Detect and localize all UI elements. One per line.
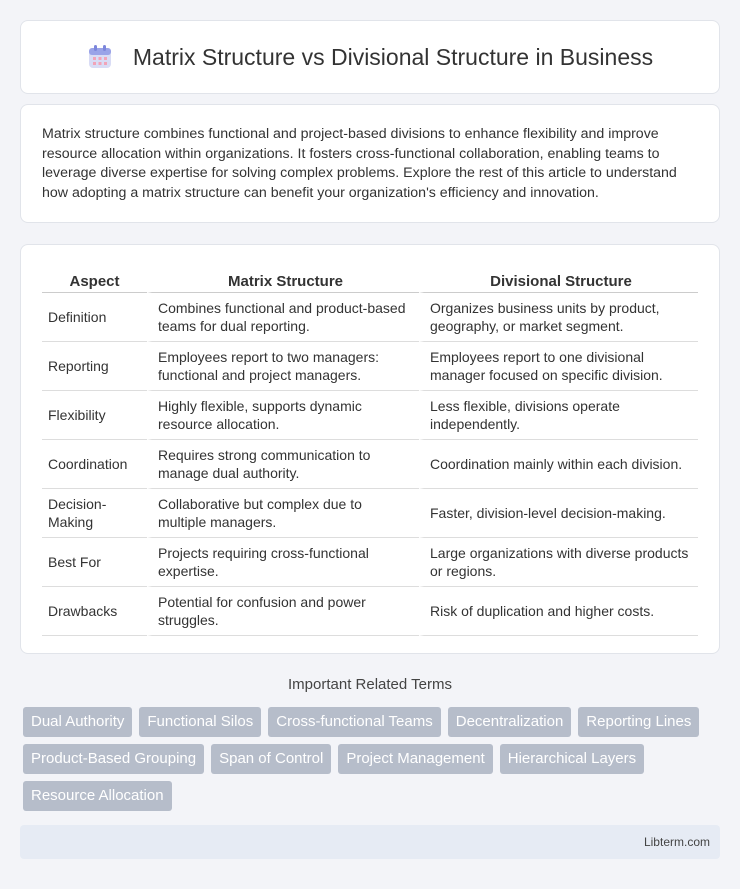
related-terms-list	[23, 707, 723, 818]
related-term-tag[interactable]: Span of Control	[211, 744, 331, 774]
aspect-cell: Flexibility	[42, 391, 147, 440]
calendar-icon	[87, 44, 113, 70]
divisional-cell: Risk of duplication and higher costs.	[419, 587, 698, 636]
intro-text: Matrix structure combines functional and project-based divisions to enhance flexibility and improve resource allocation within organizations. It fosters cross-functional collaboration, enabling teams to leverage diverse expertise for solving complex problems. Explore the rest of this article to understand how adopting a matrix structure can benefit your organization's efficiency and innovation.	[42, 126, 677, 201]
aspect-cell: Drawbacks	[42, 587, 147, 636]
table-row	[42, 293, 698, 342]
matrix-cell: Potential for confusion and power struggles.	[147, 587, 419, 636]
table-row	[42, 391, 698, 440]
table-row	[42, 538, 698, 587]
aspect-cell: Definition	[42, 293, 147, 342]
divisional-cell: Organizes business units by product, geography, or market segment.	[419, 293, 698, 342]
column-header-divisional: Divisional Structure	[419, 263, 698, 293]
aspect-cell: Best For	[42, 538, 147, 587]
related-term-tag[interactable]: Hierarchical Layers	[500, 744, 644, 774]
page-title: Matrix Structure vs Divisional Structure in Business	[132, 43, 654, 70]
table-row	[42, 587, 698, 636]
column-header-matrix: Matrix Structure	[147, 263, 419, 293]
related-term-tag[interactable]: Decentralization	[448, 707, 572, 737]
table-header-row	[42, 263, 698, 293]
related-term-tag[interactable]: Cross-functional Teams	[268, 707, 440, 737]
matrix-cell: Projects requiring cross-functional expertise.	[147, 538, 419, 587]
divisional-cell: Less flexible, divisions operate independently.	[419, 391, 698, 440]
related-term-tag[interactable]: Dual Authority	[23, 707, 132, 737]
matrix-cell: Collaborative but complex due to multiple managers.	[147, 489, 419, 538]
table-row	[42, 489, 698, 538]
related-term-tag[interactable]: Reporting Lines	[578, 707, 699, 737]
aspect-cell: Coordination	[42, 440, 147, 489]
related-term-tag[interactable]: Project Management	[338, 744, 492, 774]
intro-card	[20, 104, 720, 223]
footer-brand-link[interactable]: Libterm.com	[643, 835, 710, 849]
divisional-cell: Coordination mainly within each division.	[419, 440, 698, 489]
comparison-table	[42, 263, 698, 636]
related-terms-heading: Important Related Terms	[288, 676, 452, 693]
divisional-cell: Faster, division-level decision-making.	[419, 489, 698, 538]
column-header-aspect: Aspect	[42, 263, 147, 293]
comparison-table-card	[20, 244, 720, 654]
divisional-cell: Employees report to one divisional manager focused on specific division.	[419, 342, 698, 391]
aspect-cell: Decision-Making	[42, 489, 147, 538]
aspect-cell: Reporting	[42, 342, 147, 391]
table-row	[42, 440, 698, 489]
footer-bar	[20, 825, 720, 859]
matrix-cell: Combines functional and product-based teams for dual reporting.	[147, 293, 419, 342]
related-term-tag[interactable]: Resource Allocation	[23, 781, 172, 811]
related-term-tag[interactable]: Functional Silos	[139, 707, 261, 737]
matrix-cell: Employees report to two managers: functional and project managers.	[147, 342, 419, 391]
matrix-cell: Highly flexible, supports dynamic resource allocation.	[147, 391, 419, 440]
table-row	[42, 342, 698, 391]
matrix-cell: Requires strong communication to manage dual authority.	[147, 440, 419, 489]
title-card	[20, 20, 720, 94]
related-term-tag[interactable]: Product-Based Grouping	[23, 744, 204, 774]
divisional-cell: Large organizations with diverse products or regions.	[419, 538, 698, 587]
